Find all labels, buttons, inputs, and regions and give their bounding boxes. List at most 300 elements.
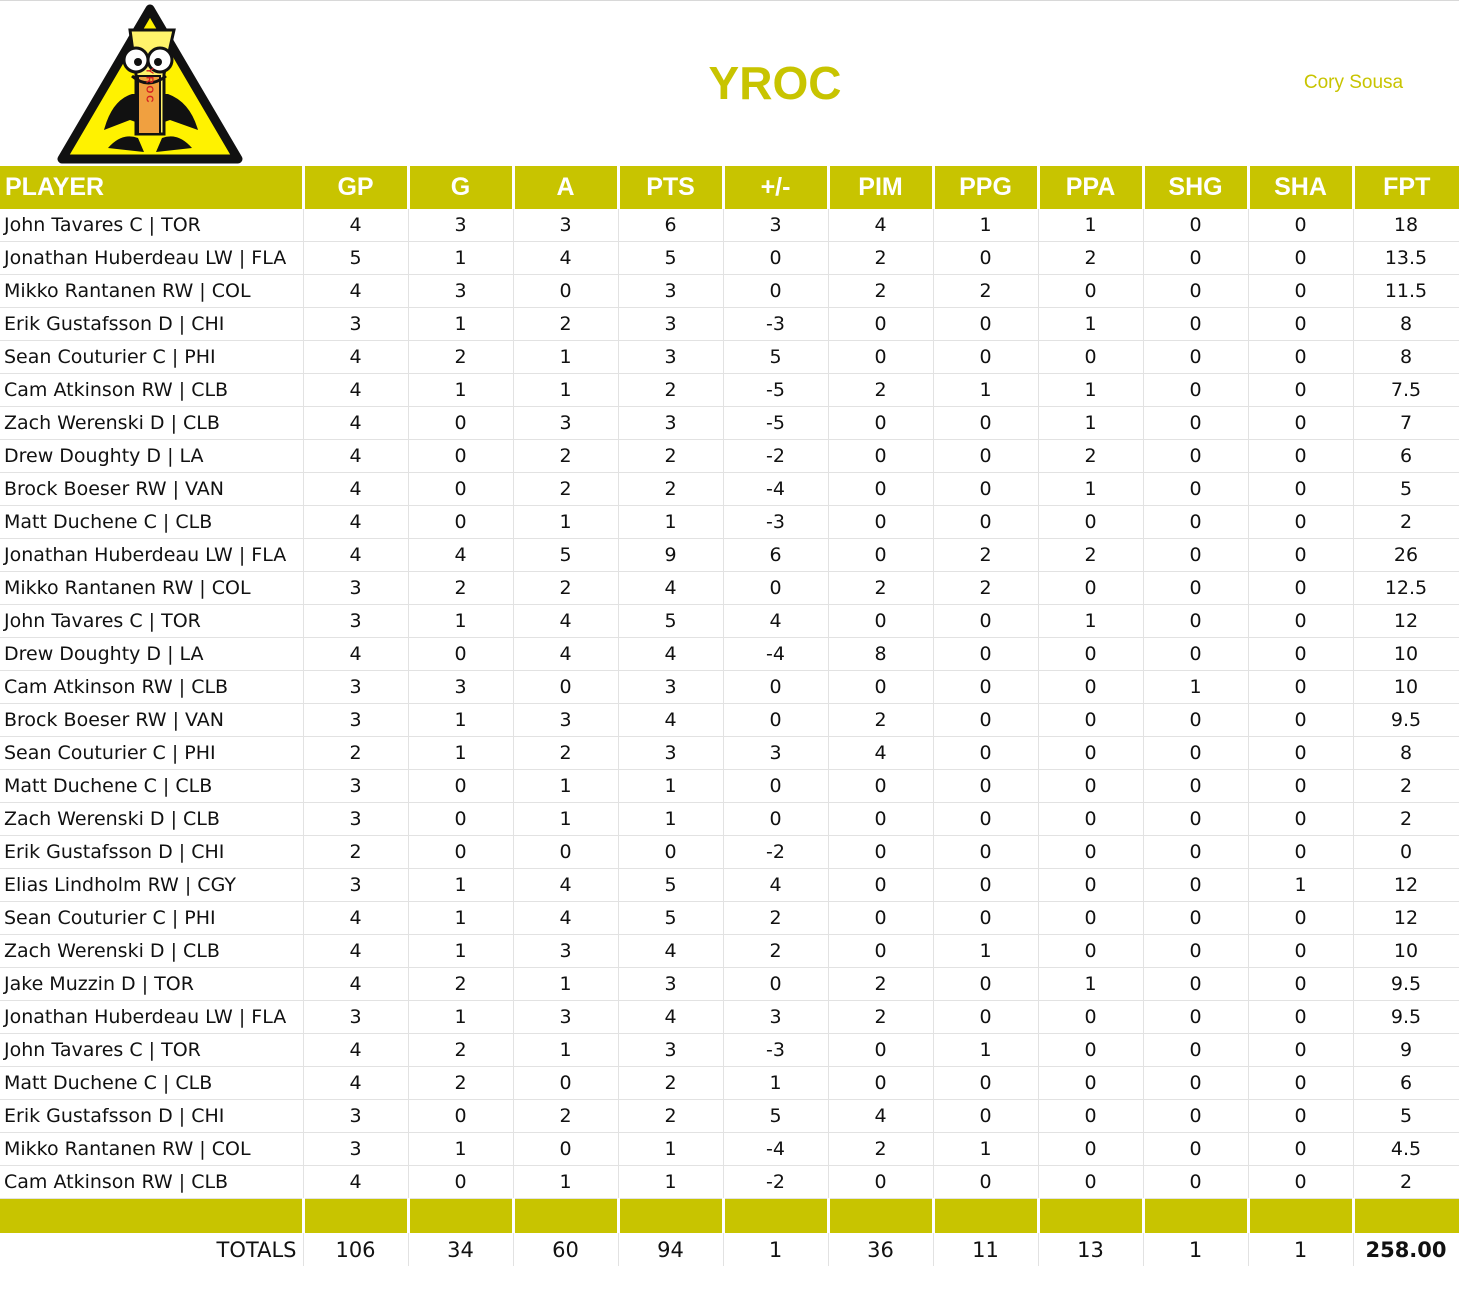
stat-cell-sha: 0 xyxy=(1248,968,1353,1001)
stat-cell-gp: 3 xyxy=(303,770,408,803)
stat-cell-plus-minus: 2 xyxy=(723,902,828,935)
separator-cell xyxy=(1143,1199,1248,1234)
stat-cell-gp: 3 xyxy=(303,803,408,836)
stat-cell-ppa: 2 xyxy=(1038,242,1143,275)
stat-cell-a: 1 xyxy=(513,968,618,1001)
total-cell-ppg: 11 xyxy=(933,1233,1038,1266)
stat-cell-ppa: 0 xyxy=(1038,836,1143,869)
stat-cell-ppg: 0 xyxy=(933,638,1038,671)
stat-cell-gp: 3 xyxy=(303,704,408,737)
player-name-cell: Brock Boeser RW | VAN xyxy=(0,704,303,737)
stat-cell-pts: 1 xyxy=(618,1133,723,1166)
stat-cell-a: 4 xyxy=(513,638,618,671)
stat-cell-sha: 0 xyxy=(1248,407,1353,440)
column-header-ppg: PPG xyxy=(933,166,1038,209)
stat-cell-a: 2 xyxy=(513,1100,618,1133)
separator-cell xyxy=(828,1199,933,1234)
stat-cell-pim: 2 xyxy=(828,374,933,407)
stat-cell-pts: 5 xyxy=(618,605,723,638)
stat-cell-pts: 3 xyxy=(618,407,723,440)
stat-cell-plus-minus: 4 xyxy=(723,605,828,638)
table-row xyxy=(0,1067,1459,1100)
stat-cell-shg: 0 xyxy=(1143,275,1248,308)
stat-cell-gp: 4 xyxy=(303,506,408,539)
stat-cell-fpt: 7.5 xyxy=(1353,374,1459,407)
stat-cell-ppa: 0 xyxy=(1038,1100,1143,1133)
stat-cell-a: 0 xyxy=(513,836,618,869)
stat-cell-a: 1 xyxy=(513,374,618,407)
column-header-gp: GP xyxy=(303,166,408,209)
player-name-cell: Mikko Rantanen RW | COL xyxy=(0,275,303,308)
stat-cell-plus-minus: 0 xyxy=(723,572,828,605)
stat-cell-plus-minus: -5 xyxy=(723,374,828,407)
stat-cell-fpt: 10 xyxy=(1353,638,1459,671)
stat-cell-gp: 4 xyxy=(303,935,408,968)
column-header-pts: PTS xyxy=(618,166,723,209)
stat-cell-fpt: 9 xyxy=(1353,1034,1459,1067)
stat-cell-gp: 3 xyxy=(303,572,408,605)
stat-cell-plus-minus: -3 xyxy=(723,1034,828,1067)
stat-cell-gp: 4 xyxy=(303,440,408,473)
stat-cell-plus-minus: 4 xyxy=(723,869,828,902)
stat-cell-shg: 0 xyxy=(1143,605,1248,638)
stat-cell-a: 3 xyxy=(513,209,618,242)
stat-cell-plus-minus: -5 xyxy=(723,407,828,440)
separator-row xyxy=(0,1199,1459,1234)
separator-cell xyxy=(0,1199,303,1234)
stat-cell-fpt: 0 xyxy=(1353,836,1459,869)
stat-cell-ppa: 2 xyxy=(1038,440,1143,473)
stat-cell-pim: 0 xyxy=(828,407,933,440)
stat-cell-sha: 0 xyxy=(1248,1034,1353,1067)
stat-cell-gp: 3 xyxy=(303,671,408,704)
stat-cell-g: 1 xyxy=(408,605,513,638)
stat-cell-fpt: 2 xyxy=(1353,506,1459,539)
stat-cell-pts: 3 xyxy=(618,1034,723,1067)
stat-cell-ppg: 0 xyxy=(933,770,1038,803)
stat-cell-g: 1 xyxy=(408,935,513,968)
stat-cell-a: 2 xyxy=(513,572,618,605)
stat-cell-shg: 0 xyxy=(1143,770,1248,803)
stat-cell-shg: 0 xyxy=(1143,1067,1248,1100)
stat-cell-ppg: 0 xyxy=(933,1001,1038,1034)
stat-cell-ppa: 2 xyxy=(1038,539,1143,572)
stat-cell-pts: 0 xyxy=(618,836,723,869)
stat-cell-plus-minus: 5 xyxy=(723,1100,828,1133)
stat-cell-pim: 0 xyxy=(828,605,933,638)
stat-cell-fpt: 4.5 xyxy=(1353,1133,1459,1166)
stat-cell-gp: 4 xyxy=(303,473,408,506)
total-cell-ppa: 13 xyxy=(1038,1233,1143,1266)
stat-cell-pim: 0 xyxy=(828,341,933,374)
table-row xyxy=(0,374,1459,407)
stat-cell-shg: 0 xyxy=(1143,209,1248,242)
stat-cell-pts: 5 xyxy=(618,869,723,902)
total-cell-g: 34 xyxy=(408,1233,513,1266)
stat-cell-pim: 0 xyxy=(828,1034,933,1067)
stat-cell-ppa: 0 xyxy=(1038,869,1143,902)
stat-cell-g: 0 xyxy=(408,638,513,671)
table-row xyxy=(0,605,1459,638)
stat-cell-ppa: 0 xyxy=(1038,902,1143,935)
stat-cell-g: 2 xyxy=(408,1034,513,1067)
stat-cell-g: 2 xyxy=(408,341,513,374)
stat-cell-gp: 4 xyxy=(303,341,408,374)
player-name-cell: Zach Werenski D | CLB xyxy=(0,935,303,968)
stat-cell-fpt: 6 xyxy=(1353,440,1459,473)
player-stats-table xyxy=(0,166,1459,1266)
stat-cell-pim: 8 xyxy=(828,638,933,671)
stat-cell-g: 1 xyxy=(408,1001,513,1034)
stat-cell-ppa: 0 xyxy=(1038,803,1143,836)
stat-cell-ppg: 1 xyxy=(933,1034,1038,1067)
stat-cell-fpt: 12.5 xyxy=(1353,572,1459,605)
table-row xyxy=(0,770,1459,803)
stat-cell-shg: 0 xyxy=(1143,1001,1248,1034)
stat-cell-pim: 0 xyxy=(828,671,933,704)
stat-cell-fpt: 10 xyxy=(1353,935,1459,968)
stat-cell-ppa: 0 xyxy=(1038,1034,1143,1067)
stat-cell-g: 1 xyxy=(408,242,513,275)
stat-cell-sha: 0 xyxy=(1248,1166,1353,1199)
stat-cell-gp: 4 xyxy=(303,1166,408,1199)
stat-cell-pts: 3 xyxy=(618,275,723,308)
stat-cell-pim: 4 xyxy=(828,209,933,242)
stat-cell-fpt: 10 xyxy=(1353,671,1459,704)
stat-cell-gp: 3 xyxy=(303,308,408,341)
stat-cell-ppg: 0 xyxy=(933,968,1038,1001)
stat-cell-pts: 6 xyxy=(618,209,723,242)
stat-cell-sha: 0 xyxy=(1248,308,1353,341)
player-name-cell: John Tavares C | TOR xyxy=(0,209,303,242)
stat-cell-g: 0 xyxy=(408,803,513,836)
stat-cell-shg: 0 xyxy=(1143,572,1248,605)
column-header-plus-minus: +/- xyxy=(723,166,828,209)
stat-cell-plus-minus: 0 xyxy=(723,242,828,275)
stat-cell-sha: 0 xyxy=(1248,638,1353,671)
stat-cell-sha: 0 xyxy=(1248,605,1353,638)
stat-cell-ppg: 0 xyxy=(933,704,1038,737)
stat-cell-sha: 0 xyxy=(1248,1100,1353,1133)
stat-cell-pim: 0 xyxy=(828,869,933,902)
stat-cell-ppg: 0 xyxy=(933,671,1038,704)
stat-cell-ppa: 1 xyxy=(1038,605,1143,638)
stat-cell-shg: 0 xyxy=(1143,242,1248,275)
stat-cell-pts: 3 xyxy=(618,671,723,704)
stat-cell-g: 3 xyxy=(408,671,513,704)
stat-cell-pim: 0 xyxy=(828,539,933,572)
stat-cell-pts: 4 xyxy=(618,572,723,605)
player-name-cell: Elias Lindholm RW | CGY xyxy=(0,869,303,902)
total-cell-plus-minus: 1 xyxy=(723,1233,828,1266)
player-name-cell: Matt Duchene C | CLB xyxy=(0,770,303,803)
stat-cell-pts: 5 xyxy=(618,242,723,275)
stat-cell-g: 1 xyxy=(408,902,513,935)
stat-cell-g: 3 xyxy=(408,209,513,242)
stat-cell-plus-minus: -4 xyxy=(723,638,828,671)
stat-cell-pts: 1 xyxy=(618,506,723,539)
stat-cell-fpt: 5 xyxy=(1353,473,1459,506)
stat-cell-shg: 0 xyxy=(1143,407,1248,440)
stat-cell-gp: 3 xyxy=(303,1100,408,1133)
stat-cell-sha: 0 xyxy=(1248,440,1353,473)
stat-cell-shg: 0 xyxy=(1143,1034,1248,1067)
column-header-a: A xyxy=(513,166,618,209)
table-row xyxy=(0,1034,1459,1067)
stat-cell-g: 0 xyxy=(408,770,513,803)
stat-cell-a: 4 xyxy=(513,869,618,902)
stat-cell-fpt: 9.5 xyxy=(1353,704,1459,737)
stat-cell-pts: 1 xyxy=(618,803,723,836)
stat-cell-sha: 1 xyxy=(1248,869,1353,902)
table-row xyxy=(0,737,1459,770)
stat-cell-ppa: 0 xyxy=(1038,1133,1143,1166)
stat-cell-g: 1 xyxy=(408,869,513,902)
table-row xyxy=(0,506,1459,539)
header-row xyxy=(0,166,1459,209)
stat-cell-pts: 3 xyxy=(618,737,723,770)
stat-cell-pim: 4 xyxy=(828,1100,933,1133)
stat-cell-g: 2 xyxy=(408,572,513,605)
table-row xyxy=(0,902,1459,935)
stat-cell-sha: 0 xyxy=(1248,704,1353,737)
separator-cell xyxy=(723,1199,828,1234)
stat-cell-plus-minus: -2 xyxy=(723,836,828,869)
stat-cell-plus-minus: 6 xyxy=(723,539,828,572)
table-row xyxy=(0,440,1459,473)
stat-cell-pts: 2 xyxy=(618,1067,723,1100)
stat-cell-ppa: 0 xyxy=(1038,341,1143,374)
stat-cell-ppg: 0 xyxy=(933,1100,1038,1133)
stat-cell-sha: 0 xyxy=(1248,1067,1353,1100)
player-name-cell: Mikko Rantanen RW | COL xyxy=(0,1133,303,1166)
stat-cell-shg: 0 xyxy=(1143,902,1248,935)
yroc-logo xyxy=(52,2,248,166)
stat-cell-shg: 0 xyxy=(1143,1100,1248,1133)
player-name-cell: Sean Couturier C | PHI xyxy=(0,902,303,935)
stat-cell-pts: 2 xyxy=(618,374,723,407)
stat-cell-sha: 0 xyxy=(1248,1133,1353,1166)
table-row xyxy=(0,638,1459,671)
stat-cell-pts: 2 xyxy=(618,473,723,506)
table-row xyxy=(0,968,1459,1001)
stat-cell-fpt: 13.5 xyxy=(1353,242,1459,275)
stat-cell-pim: 0 xyxy=(828,803,933,836)
player-name-cell: Erik Gustafsson D | CHI xyxy=(0,1100,303,1133)
stat-cell-shg: 0 xyxy=(1143,374,1248,407)
stat-cell-plus-minus: -2 xyxy=(723,1166,828,1199)
stat-cell-pts: 2 xyxy=(618,440,723,473)
team-title: YROC xyxy=(708,57,842,109)
player-name-cell: Cam Atkinson RW | CLB xyxy=(0,1166,303,1199)
stat-cell-ppg: 0 xyxy=(933,407,1038,440)
stat-cell-g: 0 xyxy=(408,1100,513,1133)
stat-cell-fpt: 9.5 xyxy=(1353,968,1459,1001)
player-name-cell: Matt Duchene C | CLB xyxy=(0,506,303,539)
player-name-cell: Drew Doughty D | LA xyxy=(0,638,303,671)
player-name-cell: Zach Werenski D | CLB xyxy=(0,407,303,440)
stat-cell-ppa: 0 xyxy=(1038,572,1143,605)
stat-cell-gp: 2 xyxy=(303,737,408,770)
stat-cell-g: 0 xyxy=(408,1166,513,1199)
stat-cell-gp: 3 xyxy=(303,605,408,638)
stat-cell-fpt: 5 xyxy=(1353,1100,1459,1133)
table-row xyxy=(0,242,1459,275)
column-header-ppa: PPA xyxy=(1038,166,1143,209)
table-row xyxy=(0,671,1459,704)
stat-cell-pim: 0 xyxy=(828,308,933,341)
total-cell-a: 60 xyxy=(513,1233,618,1266)
table-row xyxy=(0,836,1459,869)
stat-cell-pim: 2 xyxy=(828,572,933,605)
stat-cell-shg: 0 xyxy=(1143,473,1248,506)
player-name-cell: Jonathan Huberdeau LW | FLA xyxy=(0,539,303,572)
stat-cell-fpt: 11.5 xyxy=(1353,275,1459,308)
stat-cell-fpt: 8 xyxy=(1353,308,1459,341)
stat-cell-pim: 0 xyxy=(828,902,933,935)
stat-cell-gp: 4 xyxy=(303,968,408,1001)
stat-cell-ppg: 0 xyxy=(933,308,1038,341)
player-name-cell: Sean Couturier C | PHI xyxy=(0,737,303,770)
column-header-fpt: FPT xyxy=(1353,166,1459,209)
stat-cell-pts: 9 xyxy=(618,539,723,572)
stat-cell-sha: 0 xyxy=(1248,737,1353,770)
stat-cell-gp: 4 xyxy=(303,638,408,671)
stat-cell-a: 0 xyxy=(513,671,618,704)
stat-cell-plus-minus: -2 xyxy=(723,440,828,473)
stat-cell-shg: 0 xyxy=(1143,836,1248,869)
stat-cell-pts: 3 xyxy=(618,341,723,374)
stat-cell-fpt: 8 xyxy=(1353,341,1459,374)
stat-cell-plus-minus: -4 xyxy=(723,1133,828,1166)
player-name-cell: Zach Werenski D | CLB xyxy=(0,803,303,836)
stat-cell-ppg: 0 xyxy=(933,737,1038,770)
total-cell-gp: 106 xyxy=(303,1233,408,1266)
stat-cell-gp: 4 xyxy=(303,1034,408,1067)
stat-cell-sha: 0 xyxy=(1248,506,1353,539)
stat-cell-pim: 0 xyxy=(828,473,933,506)
stat-cell-plus-minus: 1 xyxy=(723,1067,828,1100)
stat-cell-ppg: 2 xyxy=(933,572,1038,605)
stat-cell-shg: 0 xyxy=(1143,968,1248,1001)
stat-cell-ppa: 0 xyxy=(1038,737,1143,770)
stat-cell-shg: 0 xyxy=(1143,737,1248,770)
stat-cell-ppg: 0 xyxy=(933,341,1038,374)
stat-cell-ppg: 1 xyxy=(933,209,1038,242)
stat-cell-pim: 0 xyxy=(828,440,933,473)
stat-cell-fpt: 2 xyxy=(1353,770,1459,803)
stat-cell-gp: 4 xyxy=(303,407,408,440)
player-name-cell: Mikko Rantanen RW | COL xyxy=(0,572,303,605)
stat-cell-a: 1 xyxy=(513,1166,618,1199)
stat-cell-pim: 2 xyxy=(828,1133,933,1166)
stat-cell-g: 3 xyxy=(408,275,513,308)
stat-cell-fpt: 8 xyxy=(1353,737,1459,770)
stat-cell-a: 2 xyxy=(513,308,618,341)
stat-cell-pts: 3 xyxy=(618,968,723,1001)
stat-cell-ppg: 0 xyxy=(933,242,1038,275)
stat-cell-pim: 2 xyxy=(828,1001,933,1034)
table-row xyxy=(0,1001,1459,1034)
stat-cell-a: 1 xyxy=(513,1034,618,1067)
stat-cell-shg: 0 xyxy=(1143,803,1248,836)
stat-cell-a: 2 xyxy=(513,737,618,770)
stat-cell-shg: 0 xyxy=(1143,506,1248,539)
stat-cell-plus-minus: 5 xyxy=(723,341,828,374)
stat-cell-a: 4 xyxy=(513,605,618,638)
logo-text: YROC xyxy=(143,67,155,105)
stat-cell-sha: 0 xyxy=(1248,539,1353,572)
stat-cell-g: 4 xyxy=(408,539,513,572)
total-cell-fpt: 258.00 xyxy=(1353,1233,1459,1266)
stat-cell-ppg: 0 xyxy=(933,902,1038,935)
stat-cell-ppa: 0 xyxy=(1038,638,1143,671)
stat-cell-fpt: 7 xyxy=(1353,407,1459,440)
table-row xyxy=(0,935,1459,968)
player-name-cell: John Tavares C | TOR xyxy=(0,1034,303,1067)
player-name-cell: John Tavares C | TOR xyxy=(0,605,303,638)
stat-cell-a: 3 xyxy=(513,1001,618,1034)
stat-cell-shg: 0 xyxy=(1143,539,1248,572)
player-name-cell: Sean Couturier C | PHI xyxy=(0,341,303,374)
stat-cell-ppa: 0 xyxy=(1038,1067,1143,1100)
column-header-pim: PIM xyxy=(828,166,933,209)
column-header-shg: SHG xyxy=(1143,166,1248,209)
stat-cell-a: 0 xyxy=(513,275,618,308)
stat-cell-sha: 0 xyxy=(1248,803,1353,836)
player-name-cell: Matt Duchene C | CLB xyxy=(0,1067,303,1100)
table-row xyxy=(0,1133,1459,1166)
stat-cell-pim: 2 xyxy=(828,275,933,308)
stat-cell-ppg: 1 xyxy=(933,374,1038,407)
stat-cell-a: 1 xyxy=(513,770,618,803)
stat-cell-sha: 0 xyxy=(1248,242,1353,275)
stat-cell-g: 2 xyxy=(408,1067,513,1100)
stat-cell-ppg: 2 xyxy=(933,275,1038,308)
separator-cell xyxy=(1353,1199,1459,1234)
stat-cell-pts: 2 xyxy=(618,1100,723,1133)
stat-cell-plus-minus: 0 xyxy=(723,275,828,308)
stat-cell-a: 5 xyxy=(513,539,618,572)
stat-cell-pts: 1 xyxy=(618,770,723,803)
player-name-cell: Brock Boeser RW | VAN xyxy=(0,473,303,506)
table-row xyxy=(0,209,1459,242)
stat-cell-shg: 1 xyxy=(1143,671,1248,704)
stat-cell-pim: 0 xyxy=(828,1166,933,1199)
stat-cell-g: 0 xyxy=(408,473,513,506)
stat-cell-shg: 0 xyxy=(1143,1133,1248,1166)
stat-cell-shg: 0 xyxy=(1143,1166,1248,1199)
stat-cell-plus-minus: 0 xyxy=(723,803,828,836)
stat-cell-shg: 0 xyxy=(1143,704,1248,737)
stat-cell-pim: 0 xyxy=(828,935,933,968)
stat-cell-a: 3 xyxy=(513,407,618,440)
stat-cell-pts: 1 xyxy=(618,1166,723,1199)
stat-cell-sha: 0 xyxy=(1248,836,1353,869)
stat-cell-pts: 5 xyxy=(618,902,723,935)
stat-cell-shg: 0 xyxy=(1143,935,1248,968)
stat-cell-plus-minus: 0 xyxy=(723,770,828,803)
stat-cell-gp: 5 xyxy=(303,242,408,275)
stat-cell-plus-minus: 3 xyxy=(723,1001,828,1034)
stat-cell-fpt: 18 xyxy=(1353,209,1459,242)
stat-cell-plus-minus: 2 xyxy=(723,935,828,968)
separator-cell xyxy=(1248,1199,1353,1234)
table-row xyxy=(0,473,1459,506)
table-row xyxy=(0,803,1459,836)
stat-cell-ppa: 0 xyxy=(1038,671,1143,704)
player-name-cell: Erik Gustafsson D | CHI xyxy=(0,308,303,341)
